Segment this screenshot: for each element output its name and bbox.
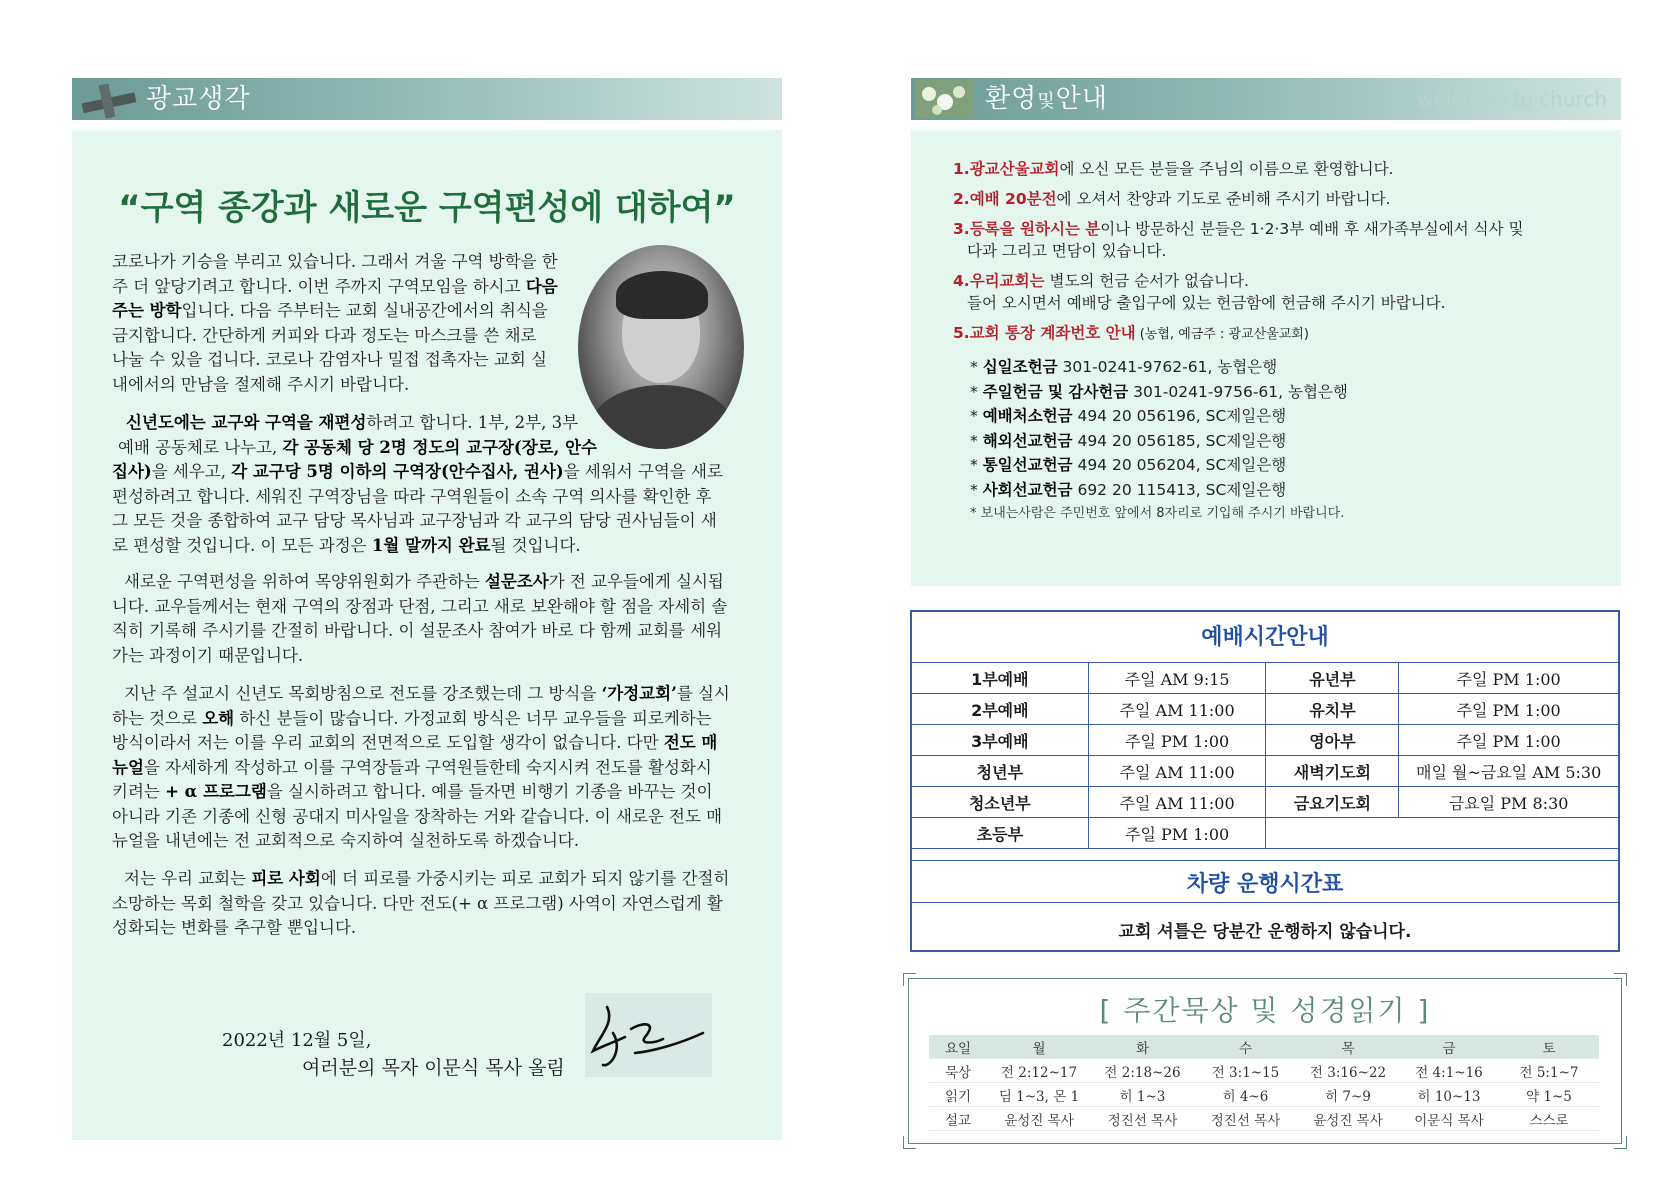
account-item: * 예배처소헌금 494 20 056196, SC제일은행 [970,407,1287,425]
notice-item: 3.등록을 원하시는 분이나 방문하신 분들은 1·2·3부 예배 후 새가족부실에서 식사 및 다과 그리고 면담이 있습니다. [953,220,1524,260]
table-row: 2부예배 주일 AM 11:00 유치부 주일 PM 1:00 [912,694,1619,725]
worship-table [911,662,1619,849]
account-note: * 보내는사람은 주민번호 앞에서 8자리로 기입해 주시기 바랍니다. [970,506,1345,521]
table-header-row: 요일 월 화 수 목 금 토 [929,1035,1599,1059]
cross-icon [76,82,140,118]
bible-reading-box [908,978,1622,1144]
notice-item: 5.교회 통장 계좌번호 안내 (농협, 예금주 : 광교산울교회) [953,324,1309,342]
bible-table [929,1035,1599,1131]
pastor-signature [585,993,712,1077]
bus-text: 교회 셔틀은 당분간 운행하지 않습니다. [1118,922,1412,942]
right-section-header [911,78,1621,120]
account-item: * 해외선교헌금 494 20 056185, SC제일은행 [970,431,1287,450]
table-row: 청소년부 주일 AM 11:00 금요기도회 금요일 PM 8:30 [912,787,1619,818]
table-row: 초등부 주일 PM 1:00 [912,818,1619,849]
bible-title: [ 주간묵상 및 성경읽기 ] [1099,994,1431,1027]
worship-title: 예배시간안내 [1201,625,1329,650]
table-row: 묵상 전 2:12~17 전 2:18~26 전 3:1~15 전 3:16~22 전 4:1~16 전 5:1~7 [929,1059,1599,1083]
table-row: 1부예배 주일 AM 9:15 유년부 주일 PM 1:00 [912,663,1619,694]
article-paragraph-2: 신년도에는 교구와 구역을 재편성하려고 합니다. 1부, 2부, 3부 예배 공동체로 나누고, 각 공동체 당 2명 정도의 교구장(장로, 안수 집사)을 세우고, 각 교구당 5명 이하의 구역장(안수집사, 권사)을 세워서 구역을 새로 편성하려고 합니다. 세워진 구역장님을 따라 구역원들이 소속 구역 의사를 확인한 후 그 모든 것을 종합하여 교구 담당 목사님과 교구장님과 각 교구의 담당 권사님들이 새 로 편성할 것입니다. 이 모든 과정은 1월 말까지 완료될 것입니다. [112,413,723,555]
notice-item: 2.예배 20분전에 오셔서 찬양과 기도로 준비해 주시기 바랍니다. [953,190,1391,208]
notice-item: 1.광교산울교회에 오신 모든 분들을 주님의 이름으로 환영합니다. [953,160,1394,178]
account-item: * 통일선교헌금 494 20 056204, SC제일은행 [970,456,1287,474]
account-item: * 십일조헌금 301-0241-9762-61, 농협은행 [970,358,1278,376]
article-paragraph-4: 지난 주 설교시 신년도 목회방침으로 전도를 강조했는데 그 방식을 ‘가정교회’를 실시 하는 것으로 오해 하신 분들이 많습니다. 가정교회 방식은 너무 교우들을 피로케하는 방식이라서 저는 이를 우리 교회의 전면적으로 도입할 생각이 없습니다. 다만 전도 매 뉴얼을 자세하게 작성하고 이를 구역장들과 구역원들한테 숙지시켜 전도를 활성화시 키려는 + α 프로그램을 실시하려고 합니다. 예를 들자면 비행기 기종을 바꾸는 것이 아니라 기존 기종에 신형 공대지 미사일을 장착하는 거와 같습니다. 이 새로운 전도 매 뉴얼을 내년에는 전 교회적으로 숙지하여 실천하도록 하겠습니다. [112,684,730,850]
table-row: 청년부 주일 AM 11:00 새벽기도회 매일 월~금요일 AM 5:30 [912,756,1619,787]
account-list [970,355,1590,527]
worship-schedule [910,610,1620,952]
article-paragraph-3: 새로운 구역편성을 위하여 목양위원회가 주관하는 설문조사가 전 교우들에게 실시됩 니다. 교우들께서는 현재 구역의 장점과 단점, 그리고 새로 보완해야 할 점을 자세히 솔 직히 기록해 주시기를 간절히 바랍니다. 이 설문조사 참여가 바로 다 함께 교회를 세워 가는 과정이기 때문입니다. [112,572,728,665]
article-headline: “구역 종강과 새로운 구역편성에 대하여” [118,188,736,228]
table-row: 읽기 딤 1~3, 몬 1 히 1~3 히 4~6 히 7~9 히 10~13 약 1~5 [929,1083,1599,1107]
account-item: * 사회선교헌금 692 20 115413, SC제일은행 [970,480,1287,499]
right-header-subtitle: welcome to church [1417,87,1607,111]
letter-signoff: 여러분의 목자 이문식 목사 올림 [302,1057,565,1079]
left-section-header [72,78,782,120]
account-item: * 주일헌금 및 감사헌금 301-0241-9756-61, 농협은행 [970,382,1348,401]
article-paragraph-1: 코로나가 기승을 부리고 있습니다. 그래서 겨울 구역 방학을 한 주 더 앞당기려고 합니다. 이번 주까지 구역모임을 하시고 다음 주는 방학입니다. 다음 주부터는 교회 실내공간에서의 취식을 금지합니다. 간단하게 커피와 다과 정도는 마스크를 쓴 채로 나눌 수 있을 겁니다. 코로나 감염자나 밀접 접촉자는 교회 실 내에서의 만남을 절제해 주시기 바랍니다. [112,252,558,394]
table-row: 3부예배 주일 PM 1:00 영아부 주일 PM 1:00 [912,725,1619,756]
bus-title: 차량 운행시간표 [912,860,1618,898]
article-paragraph-5: 저는 우리 교회는 피로 사회에 더 피로를 가중시키는 피로 교회가 되지 않기를 간절히 소망하는 목회 철학을 갖고 있습니다. 다만 전도(+ α 프로그램) 사역이 자연스럽게 활 성화되는 변화를 추구할 뿐입니다. [112,869,730,937]
left-header-title: 광교생각 [146,84,251,114]
letter-date: 2022년 12월 5일, [222,1030,372,1051]
right-header-title: 환영및안내 [985,84,1108,114]
bus-divider [912,902,1618,903]
notice-list [953,158,1613,346]
flower-icon [915,80,973,118]
table-row: 설교 윤성진 목사 정진선 목사 정진선 목사 윤성진 목사 이문식 목사 스스로 [929,1107,1599,1131]
notice-item: 4.우리교회는 별도의 헌금 순서가 없습니다. 들어 오시면서 예배당 출입구에 있는 헌금함에 헌금해 주시기 바랍니다. [953,272,1446,312]
